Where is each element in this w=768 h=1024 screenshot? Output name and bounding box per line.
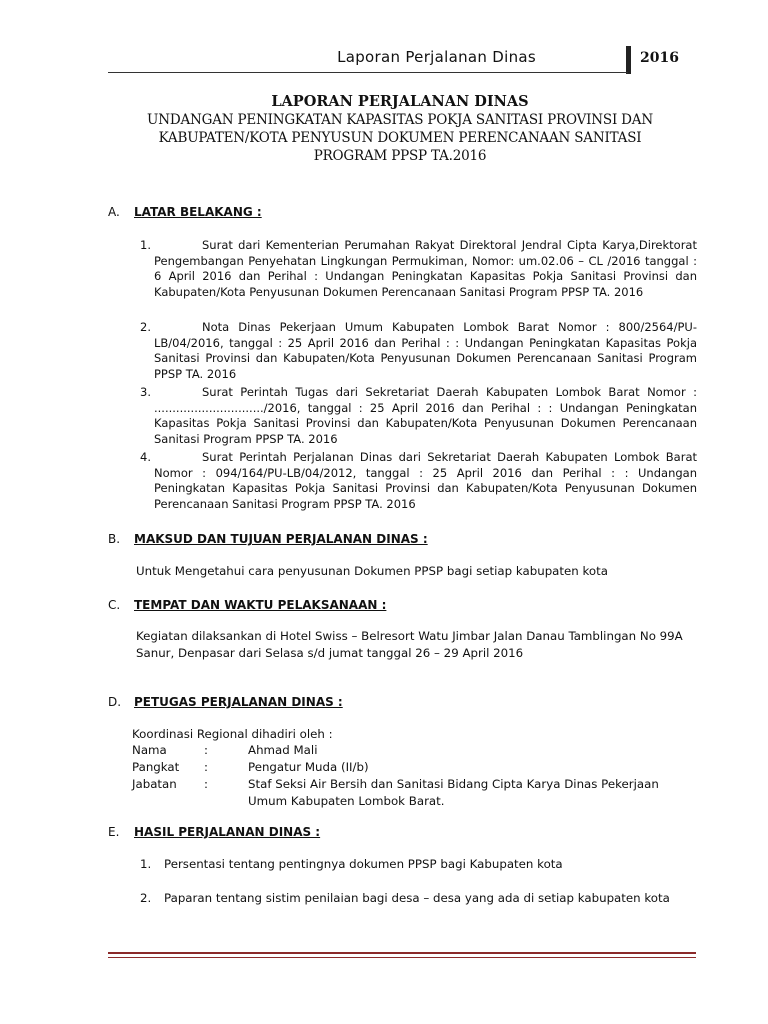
- header-year: 2016: [640, 50, 679, 66]
- header-rule: [108, 72, 628, 73]
- section-letter: A.: [108, 205, 120, 219]
- item-text: Surat Perintah Tugas dari Sekretariat Daerah Kabupaten Lombok Barat Nomor : ............................../2016, tanggal : 25 April 2016 dan Perihal : : Undangan Peningkatan Kapasitas Pokja Sanitasi Provinsi dan Kabupaten/Kota Penyusunan Dokumen Perencanaan Sanitasi Program PPSP TA. 2016: [154, 385, 697, 446]
- section-b-text: Untuk Mengetahui cara penyusunan Dokumen PPSP bagi setiap kabupaten kota: [136, 564, 609, 578]
- section-title: LATAR BELAKANG :: [134, 205, 262, 219]
- section-letter: E.: [108, 825, 120, 839]
- list-item: [140, 450, 697, 512]
- item-text: Nota Dinas Pekerjaan Umum Kabupaten Lombok Barat Nomor : 800/2564/PU-LB/04/2016, tanggal : 25 April 2016 dan Perihal : : Undangan Peningkatan Kapasitas Pokja Sanitasi Provinsi dan Kabupaten/Kota Penyusunan Dokumen Perencanaan Sanitasi Program PPSP TA. 2016: [154, 320, 697, 381]
- item-number: 1.: [140, 857, 152, 871]
- field-colon: :: [204, 760, 208, 774]
- section-letter: D.: [108, 695, 122, 709]
- item-number: 2.: [140, 891, 152, 905]
- list-item: [140, 238, 697, 300]
- section-title: TEMPAT DAN WAKTU PELAKSANAAN :: [134, 598, 387, 612]
- section-a-heading: [108, 205, 262, 219]
- section-title: PETUGAS PERJALANAN DINAS :: [134, 695, 343, 709]
- section-title: HASIL PERJALANAN DINAS :: [134, 825, 321, 839]
- item-number: 4.: [140, 450, 151, 464]
- field-value: Pengatur Muda (II/b): [248, 760, 369, 774]
- field-key: Jabatan: [132, 777, 177, 791]
- document-titles: [90, 92, 710, 165]
- field-colon: :: [204, 743, 208, 757]
- item-text: Persentasi tentang pentingnya dokumen PPSP bagi Kabupaten kota: [164, 857, 563, 871]
- subtitle-line-1: UNDANGAN PENINGKATAN KAPASITAS POKJA SANITASI PROVINSI DAN: [147, 112, 653, 128]
- item-number: 1.: [140, 238, 151, 252]
- section-title: MAKSUD DAN TUJUAN PERJALANAN DINAS :: [134, 532, 428, 546]
- section-c-text: Kegiatan dilaksankan di Hotel Swiss – Belresort Watu Jimbar Jalan Danau Tamblingan No 99A Sanur, Denpasar dari Selasa s/d jumat tanggal 26 – 29 April 2016: [136, 629, 683, 660]
- list-item: [140, 856, 697, 873]
- document-title: LAPORAN PERJALANAN DINAS: [271, 93, 529, 110]
- section-letter: B.: [108, 532, 121, 546]
- footer-rule-thin: [108, 957, 696, 958]
- item-text: Surat dari Kementerian Perumahan Rakyat Direktoral Jendral Cipta Karya,Direktorat Pengembangan Penyehatan Lingkungan Permukiman, Nomor: um.02.06 – CL /2016 tanggal : 6 April 2016 dan Perihal : Undangan Peningkatan Kapasitas Pokja Sanitasi Provinsi dan Kabupaten/Kota Penyusunan Dokumen Perencanaan Sanitasi Program PPSP TA. 2016: [154, 238, 697, 299]
- header-title: Laporan Perjalanan Dinas: [337, 48, 536, 66]
- item-number: 3.: [140, 385, 151, 399]
- page-header: [108, 42, 678, 74]
- footer-rule-thick: [108, 952, 696, 954]
- section-d-intro: Koordinasi Regional dihadiri oleh :: [132, 727, 333, 741]
- section-e-heading: [108, 825, 320, 839]
- field-key: Nama: [132, 743, 167, 757]
- field-colon: :: [204, 777, 208, 791]
- subtitle-line-3: PROGRAM PPSP TA.2016: [313, 148, 487, 164]
- field-value: Staf Seksi Air Bersih dan Sanitasi Bidang Cipta Karya Dinas Pekerjaan Umum Kabupaten Lombok Barat.: [248, 777, 659, 808]
- item-text: Paparan tentang sistim penilaian bagi desa – desa yang ada di setiap kabupaten kota: [164, 891, 670, 905]
- list-item: [140, 320, 697, 382]
- list-item: [140, 385, 697, 447]
- item-text: Surat Perintah Perjalanan Dinas dari Sekretariat Daerah Kabupaten Lombok Barat Nomor : 094/164/PU-LB/04/2012, tanggal : 25 April 2016 dan Perihal : : Undangan Peningkatan Kapasitas Pokja Sanitasi Provinsi dan Kabupaten/Kota Penyusunan Dokumen Perencanaan Sanitasi Program PPSP TA. 2016: [154, 450, 697, 511]
- field-key: Pangkat: [132, 760, 180, 774]
- header-separator: [626, 46, 631, 74]
- section-b-heading: [108, 532, 428, 546]
- section-c-heading: [108, 598, 386, 612]
- subtitle-line-2: KABUPATEN/KOTA PENYUSUN DOKUMEN PERENCANAAN SANITASI: [158, 130, 642, 146]
- section-letter: C.: [108, 598, 121, 612]
- field-value: Ahmad Mali: [248, 743, 318, 757]
- list-item: [140, 890, 697, 907]
- section-d-heading: [108, 695, 343, 709]
- item-number: 2.: [140, 320, 151, 334]
